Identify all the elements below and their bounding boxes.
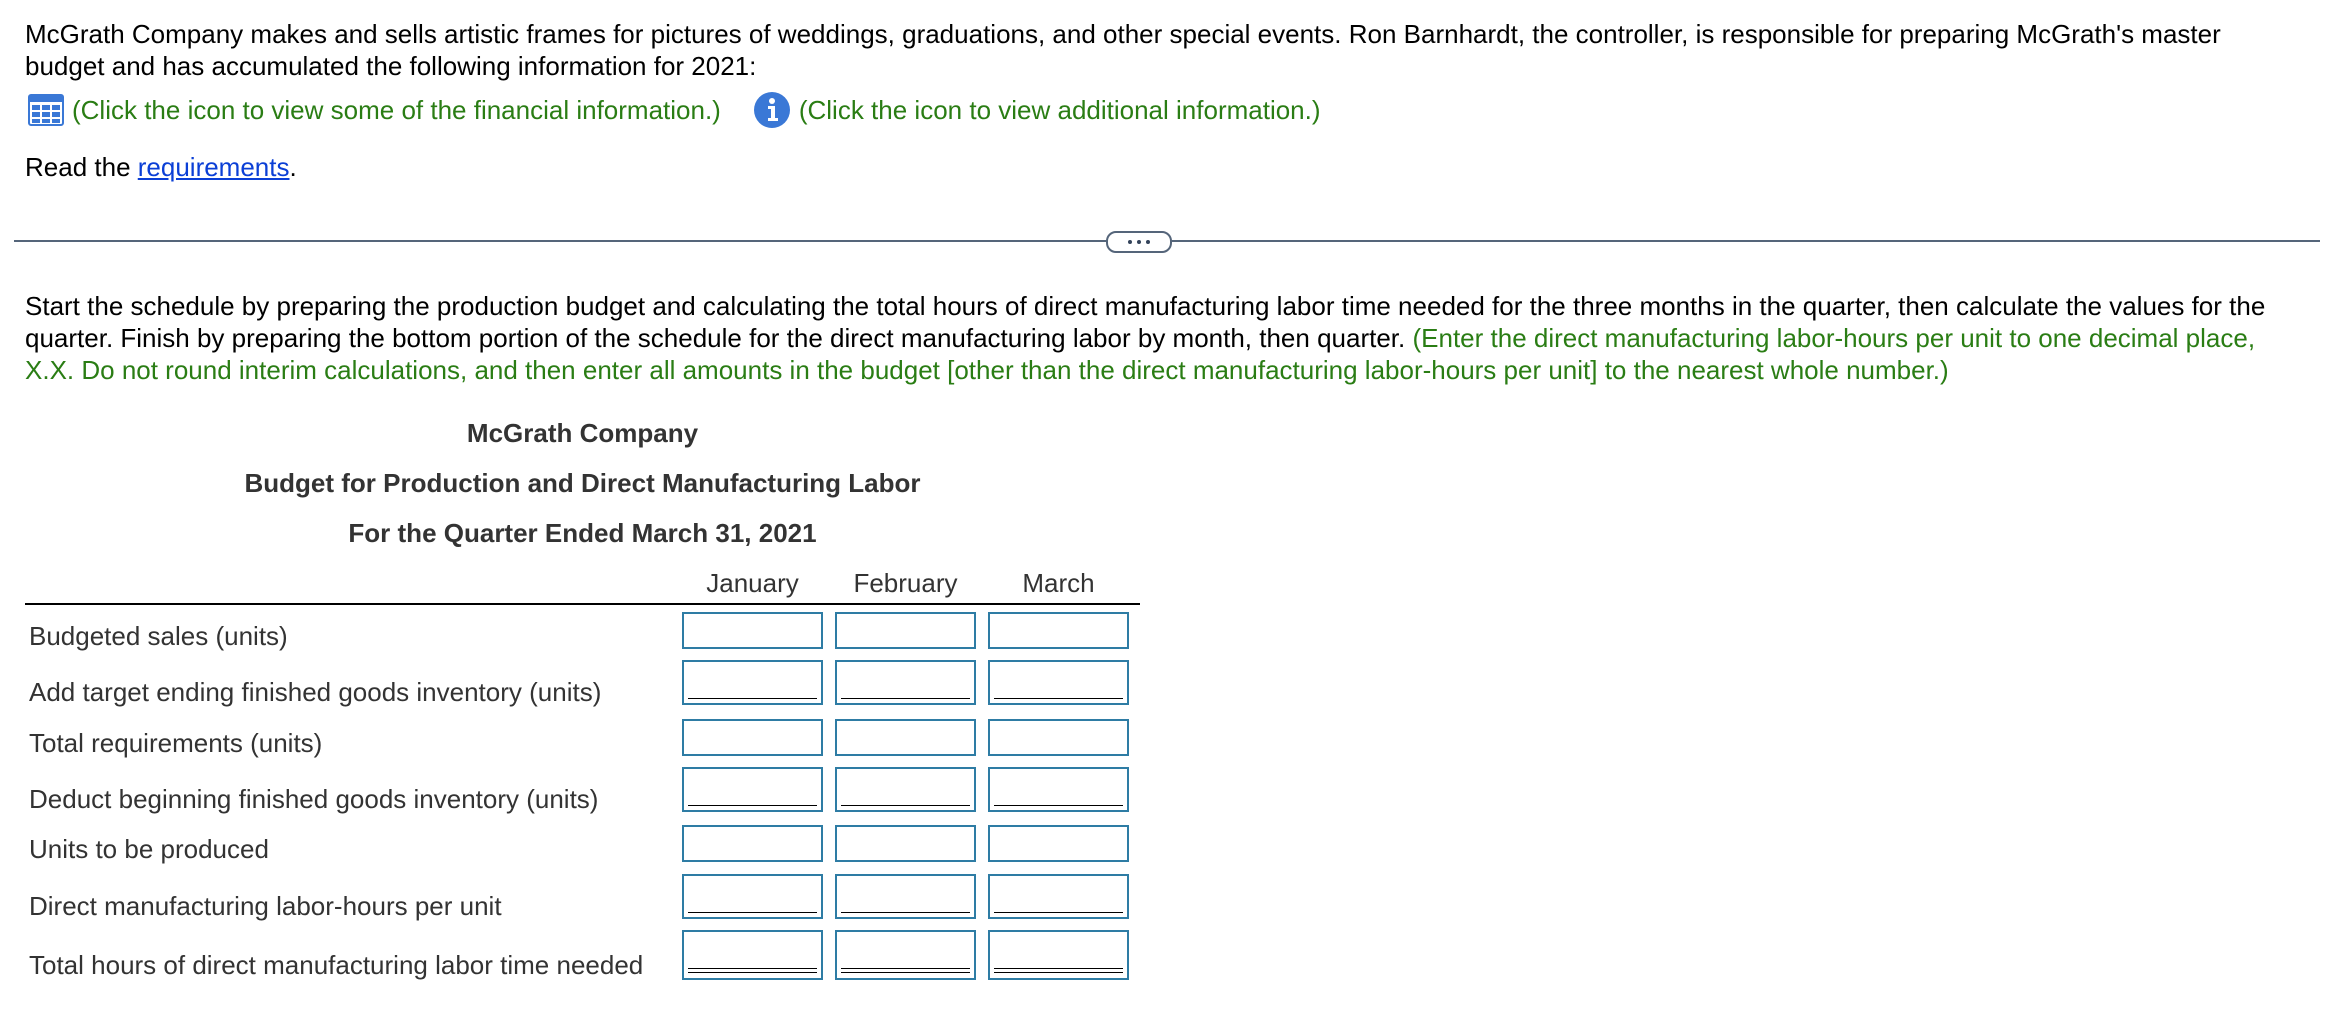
target-ending-inventory-february-input[interactable] bbox=[835, 660, 976, 705]
problem-intro: McGrath Company makes and sells artistic frames for pictures of weddings, graduations, and other special events. Ron Barnhardt, the controller, is responsible for preparing McGrath's master budget and has accumulated the following information for 2021: bbox=[25, 19, 2221, 81]
beginning-inventory-march-input[interactable] bbox=[988, 767, 1129, 812]
read-suffix: . bbox=[289, 152, 297, 182]
target-ending-inventory-march-input[interactable] bbox=[988, 660, 1129, 705]
row-label-labor-hours-per-unit: Direct manufacturing labor-hours per unit bbox=[29, 891, 502, 921]
additional-info-hint: (Click the icon to view additional information.) bbox=[798, 94, 1321, 125]
info-icon[interactable] bbox=[753, 91, 791, 129]
underline bbox=[688, 698, 817, 699]
row-label-total-requirements: Total requirements (units) bbox=[29, 728, 323, 758]
budgeted-sales-march-input[interactable] bbox=[988, 612, 1129, 649]
column-header-february: February bbox=[853, 568, 958, 598]
underline bbox=[841, 698, 970, 699]
total-requirements-january-input[interactable] bbox=[682, 719, 823, 756]
total-requirements-february-input[interactable] bbox=[835, 719, 976, 756]
column-header-january: January bbox=[706, 568, 799, 598]
labor-hours-per-unit-january-input[interactable] bbox=[682, 874, 823, 919]
row-label-units-to-be-produced: Units to be produced bbox=[29, 834, 269, 864]
double-underline bbox=[994, 968, 1123, 973]
dot-icon bbox=[1146, 240, 1150, 244]
read-requirements bbox=[25, 150, 297, 184]
table-grid-icon[interactable] bbox=[28, 94, 64, 126]
budgeted-sales-january-input[interactable] bbox=[682, 612, 823, 649]
requirements-link[interactable]: requirements bbox=[137, 152, 290, 182]
column-header-march: March bbox=[1022, 568, 1095, 598]
dot-icon bbox=[1137, 240, 1141, 244]
instructions-note: (Enter the direct manufacturing labor-hours per unit to one decimal place, X.X. Do not round interim calculations, and then enter all amounts in the budget [other than the direct manufacturing labor-hours per unit] to the nearest whole number.) bbox=[25, 323, 2256, 385]
underline bbox=[994, 698, 1123, 699]
beginning-inventory-january-input[interactable] bbox=[682, 767, 823, 812]
target-ending-inventory-january-input[interactable] bbox=[682, 660, 823, 705]
header-rule bbox=[25, 603, 1140, 605]
underline bbox=[841, 912, 970, 913]
units-produced-february-input[interactable] bbox=[835, 825, 976, 862]
budgeted-sales-february-input[interactable] bbox=[835, 612, 976, 649]
expand-collapse-button[interactable] bbox=[1106, 231, 1172, 253]
units-produced-march-input[interactable] bbox=[988, 825, 1129, 862]
row-label-beginning-inventory: Deduct beginning finished goods inventory (units) bbox=[29, 784, 599, 814]
row-label-total-labor-hours: Total hours of direct manufacturing labor time needed bbox=[29, 950, 644, 980]
total-requirements-march-input[interactable] bbox=[988, 719, 1129, 756]
total-labor-hours-january-input[interactable] bbox=[682, 930, 823, 980]
double-underline bbox=[841, 968, 970, 973]
underline bbox=[841, 805, 970, 806]
schedule-title: Budget for Production and Direct Manufacturing Labor bbox=[244, 468, 921, 498]
instructions bbox=[25, 290, 2305, 386]
total-labor-hours-february-input[interactable] bbox=[835, 930, 976, 980]
beginning-inventory-february-input[interactable] bbox=[835, 767, 976, 812]
read-prefix: Read the bbox=[25, 152, 138, 182]
schedule-company: McGrath Company bbox=[466, 418, 699, 448]
financial-info-hint: (Click the icon to view some of the financial information.) bbox=[72, 94, 721, 125]
instructions-main: Start the schedule by preparing the production budget and calculating the total hours of direct manufacturing labor time needed for the three months in the quarter, then calculate the values for the quarter. Finish by preparing the bottom portion of the schedule for the direct manufacturing labor by month, then quarter. bbox=[25, 291, 2266, 353]
schedule-period: For the Quarter Ended March 31, 2021 bbox=[348, 518, 817, 548]
total-labor-hours-march-input[interactable] bbox=[988, 930, 1129, 980]
underline bbox=[994, 805, 1123, 806]
dot-icon bbox=[1128, 240, 1132, 244]
underline bbox=[688, 805, 817, 806]
double-underline bbox=[688, 968, 817, 973]
row-label-budgeted-sales: Budgeted sales (units) bbox=[29, 621, 288, 651]
units-produced-january-input[interactable] bbox=[682, 825, 823, 862]
labor-hours-per-unit-march-input[interactable] bbox=[988, 874, 1129, 919]
row-label-target-ending-inventory: Add target ending finished goods inventory (units) bbox=[29, 677, 602, 707]
underline bbox=[688, 912, 817, 913]
labor-hours-per-unit-february-input[interactable] bbox=[835, 874, 976, 919]
info-icons-row bbox=[28, 90, 1321, 130]
underline bbox=[994, 912, 1123, 913]
